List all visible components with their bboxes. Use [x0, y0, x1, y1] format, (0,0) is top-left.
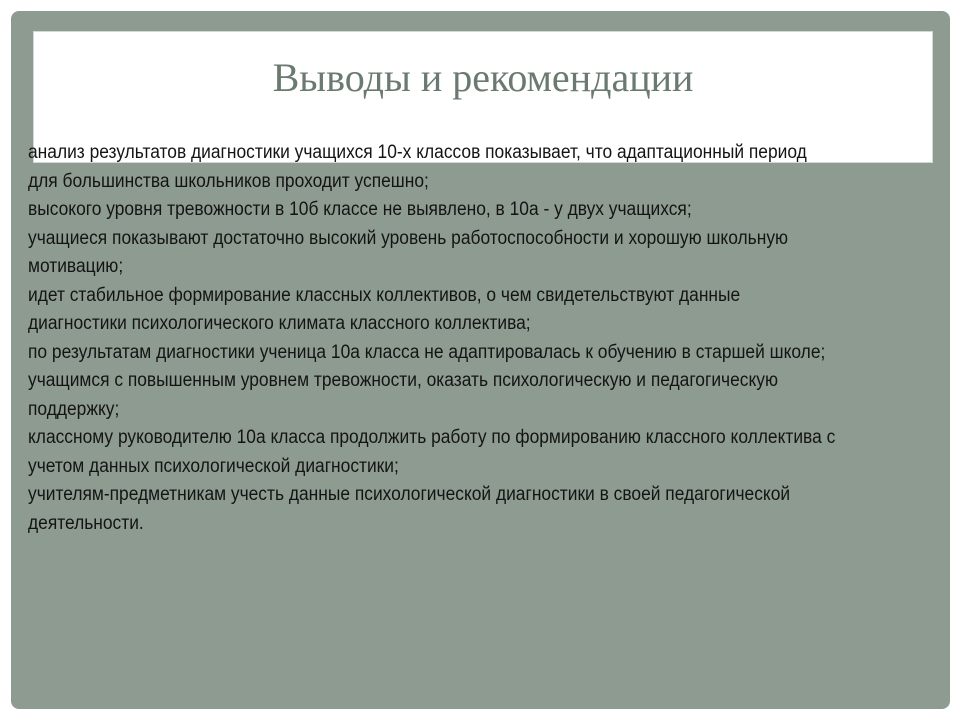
conclusions-text — [28, 139, 888, 538]
text-line: поддержку; — [28, 398, 120, 420]
text-line: диагностики психологического климата классного коллектива; — [28, 313, 531, 334]
text-line: высокого уровня тревожности в 10б классе не выявлено, в 10а - у двух учащихся; — [28, 199, 692, 220]
slide-title: Выводы и рекомендации — [272, 55, 694, 100]
slide — [11, 11, 950, 709]
text-line: учащиеся показывают достаточно высокий уровень работоспособности и хорошую школьную — [28, 227, 789, 249]
text-line: анализ результатов диагностики учащихся 10-х классов показывает, что адаптационный период — [28, 142, 807, 163]
text-line: деятельности. — [28, 512, 144, 534]
text-line: учителям-предметникам учесть данные психологической диагностики в своей педагогической — [28, 484, 791, 505]
text-line: классному руководителю 10а класса продолжить работу по формированию классного коллектива с — [28, 427, 836, 448]
text-line: идет стабильное формирование классных коллективов, о чем свидетельствуют данные — [28, 284, 741, 306]
text-line: учащимся с повышенным уровнем тревожности, оказать психологическую и педагогическую — [28, 370, 778, 391]
text-line: мотивацию; — [28, 256, 124, 277]
text-line: по результатам диагностики ученица 10а класса не адаптировалась к обучению в старшей школе; — [28, 341, 826, 363]
text-line: для большинства школьников проходит успешно; — [28, 170, 429, 192]
text-line: учетом данных психологической диагностики; — [28, 455, 399, 477]
